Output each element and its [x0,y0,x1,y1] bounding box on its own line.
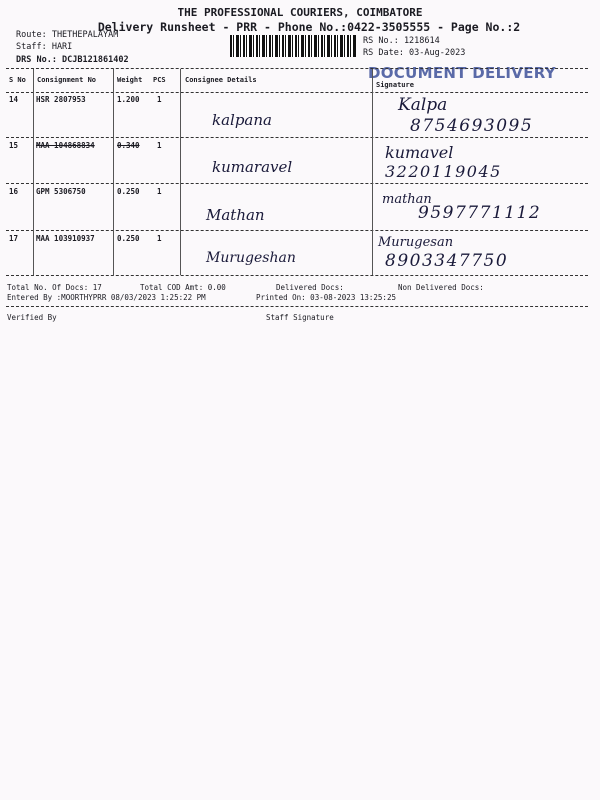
runsheet-subtitle: Delivery Runsheet - PRR - Phone No.:0422-3505555 - Page No.:2 [97,20,521,34]
signature-phone: 8903347750 [385,251,509,271]
col-header-sno: S No [9,76,26,84]
column-divider [180,69,181,275]
non-delivered-docs: Non Delivered Docs: [398,283,484,292]
column-divider [372,69,373,275]
row-consignee: kumaravel [212,158,293,176]
col-header-weight: Weight [117,76,143,84]
signature-phone: 8754693095 [410,116,534,136]
signature-phone: 9597771112 [418,203,542,223]
column-divider [113,69,114,275]
verified-by: Verified By [7,313,57,322]
col-header-pcs: PCS [153,76,166,84]
row-consignment: MAA 104868834 [36,141,95,150]
row-sno: 17 [9,234,19,243]
row-sno: 15 [9,141,19,150]
staff-label: Staff: HARI [16,42,73,52]
signature-name: Murugesan [378,235,454,250]
col-header-consignment: Consignment No [37,76,97,84]
company-title: THE PROFESSIONAL COURIERS, COIMBATORE [177,6,423,19]
signature-phone: 3220119045 [385,162,502,181]
delivered-docs: Delivered Docs: [276,283,344,292]
row-consignment: MAA 103910937 [36,234,95,243]
divider [6,306,588,307]
drs-number: DRS No.: DCJB121861402 [16,55,129,65]
divider [6,137,588,138]
route-label: Route: THETHEPALAYAM [16,30,119,40]
signature-name: mathan [382,192,432,207]
col-header-signature: Signature [376,81,414,89]
divider [6,183,588,184]
divider [6,92,588,93]
divider [6,275,588,276]
col-header-consignee: Consignee Details [185,76,257,84]
document-delivery-stamp: DOCUMENT DELIVERY [368,64,556,82]
total-cod: Total COD Amt: 0.00 [140,283,226,292]
row-weight: 0.250 [117,187,140,196]
row-consignee: Mathan [206,206,265,224]
staff-signature: Staff Signature [266,313,334,322]
signature-name: kumavel [385,143,454,162]
row-weight: 0.250 [117,234,140,243]
divider [6,230,588,231]
row-pcs: 1 [157,234,162,243]
signature-name: Kalpa [398,95,448,115]
row-pcs: 1 [157,187,162,196]
row-pcs: 1 [157,141,162,150]
row-consignee: Murugeshan [206,250,296,266]
row-weight: 1.200 [117,95,140,104]
row-consignment: HSR 2807953 [36,95,86,104]
row-sno: 16 [9,187,19,196]
row-weight: 0.340 [117,141,140,150]
row-consignment: GPM 5306750 [36,187,86,196]
entered-by: Entered By :MOORTHYPRR 08/03/2023 1:25:22 PM [7,293,206,302]
rs-number: RS No.: 1218614 [363,36,440,46]
rs-date: RS Date: 03-Aug-2023 [363,48,466,58]
barcode [230,35,356,57]
total-docs: Total No. Of Docs: 17 [7,283,102,292]
row-pcs: 1 [157,95,162,104]
row-consignee: kalpana [212,111,272,129]
printed-on: Printed On: 03-08-2023 13:25:25 [256,293,396,302]
column-divider [33,69,34,275]
divider [6,68,588,69]
row-sno: 14 [9,95,19,104]
